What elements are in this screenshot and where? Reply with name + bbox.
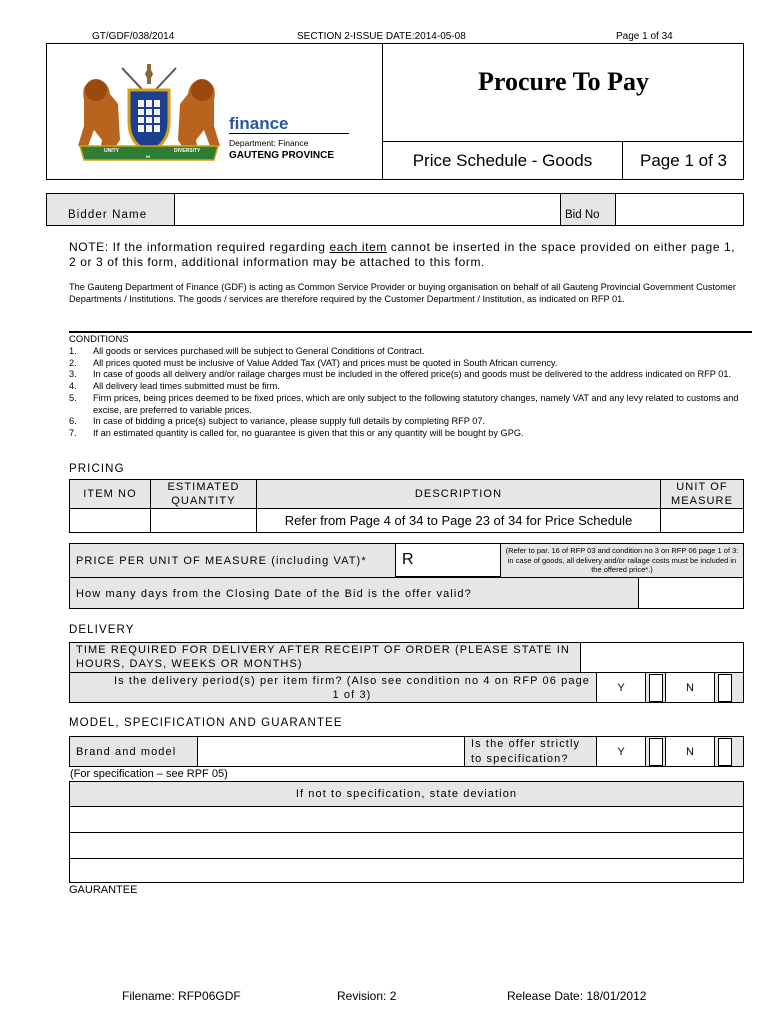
note bbox=[69, 240, 741, 270]
intro-paragraph: The Gauteng Department of Finance (GDF) is acting as Common Service Provider or buying organisation on behalf of all Gauteng Provincial Government Customer Departments / Institutions. The goods / services are therefore required by the Customer Department / Institution, as indicated on RFP 01. bbox=[69, 282, 736, 304]
model-heading: MODEL, SPECIFICATION AND GUARANTEE bbox=[69, 717, 343, 729]
condition-item: 5. Firm prices, being prices deemed to be fixed prices, which are only subject to the following statutory changes, namely VAT and any levy related to customs and excise, are preferred to variable prices. bbox=[69, 392, 739, 415]
pricing-heading: PRICING bbox=[69, 463, 125, 475]
section-issue-date: SECTION 2-ISSUE DATE:2014-05-08 bbox=[297, 31, 466, 42]
delivery-heading: DELIVERY bbox=[69, 624, 135, 636]
spec-no-label: N bbox=[665, 736, 715, 767]
delivery-time-field[interactable] bbox=[580, 642, 744, 673]
condition-item: 3. In case of goods all delivery and/or railage charges must be included in the offered price(s) and goods must be delivered to the address indicated on RFP 01. bbox=[69, 369, 732, 380]
deviation-row[interactable] bbox=[69, 832, 744, 859]
motto-diversity: DIVERSITY bbox=[174, 148, 201, 154]
delivery-no-label: N bbox=[665, 672, 715, 703]
description-cell: Refer from Page 4 of 34 to Page 23 of 34 for Price Schedule bbox=[256, 508, 661, 533]
price-field[interactable]: R bbox=[395, 543, 501, 577]
brand-model-label: Brand and model bbox=[76, 745, 177, 758]
condition-item: 6. In case of bidding a price(s) subject to variance, please supply full details by completing RFP 07. bbox=[69, 416, 486, 427]
delivery-yes-checkbox[interactable] bbox=[649, 674, 663, 702]
gauteng-coat-of-arms bbox=[74, 60, 224, 170]
footer-revision: Revision: 2 bbox=[337, 989, 397, 1003]
logo-department: Department: Finance bbox=[229, 138, 309, 148]
bid-no-label: Bid No bbox=[565, 209, 600, 221]
spec-no-checkbox[interactable] bbox=[718, 738, 732, 766]
deviation-row[interactable] bbox=[69, 806, 744, 833]
section-rule bbox=[69, 331, 752, 333]
conditions-list bbox=[69, 346, 741, 440]
page-number: Page 1 of 34 bbox=[616, 31, 673, 42]
condition-item: 2. All prices quoted must be inclusive of Value Added Tax (VAT) and prices must be quoted in South African currency. bbox=[69, 357, 558, 368]
spec-note: (For specification – see RPF 05) bbox=[70, 768, 228, 780]
condition-item: 1. All goods or services purchased will be subject to General Conditions of Contract. bbox=[69, 346, 425, 356]
item-no-cell[interactable] bbox=[69, 508, 151, 533]
deviation-header: If not to specification, state deviation bbox=[69, 781, 744, 807]
guarantee-heading: GAURANTEE bbox=[69, 884, 138, 896]
bidder-name-label: Bidder Name bbox=[68, 209, 148, 221]
bidder-name-field[interactable] bbox=[174, 193, 561, 226]
delivery-yes-label: Y bbox=[596, 672, 646, 703]
condition-item: 4. All delivery lead times submitted must be firm. bbox=[69, 381, 280, 392]
price-note: (Refer to par. 16 of RFP 03 and condition no 3 on RFP 06 page 1 of 3: in case of goods, all delivery and/or railage costs must be included in the offered price*.) bbox=[505, 546, 739, 575]
logo-rule bbox=[229, 133, 349, 134]
col-description: DESCRIPTION bbox=[256, 479, 661, 509]
form-page: Page 1 of 3 bbox=[640, 151, 727, 170]
bid-no-field[interactable] bbox=[615, 193, 744, 226]
motto-in: IN bbox=[146, 154, 150, 159]
col-estimated-quantity: ESTIMATED QUANTITY bbox=[150, 479, 257, 509]
estimated-quantity-cell[interactable] bbox=[150, 508, 257, 533]
note-prefix: NOTE: If the information required regarding bbox=[69, 240, 330, 254]
document-title: Procure To Pay bbox=[478, 67, 649, 96]
unit-of-measure-cell[interactable] bbox=[660, 508, 744, 533]
delivery-firm-question: Is the delivery period(s) per item firm? (Also see condition no 4 on RFP 06 page 1 of 3) bbox=[113, 675, 591, 701]
spec-yes-checkbox[interactable] bbox=[649, 738, 663, 766]
delivery-time-label: TIME REQUIRED FOR DELIVERY AFTER RECEIPT OF ORDER (PLEASE STATE IN HOURS, DAYS, WEEKS OR MONTHS) bbox=[76, 644, 570, 670]
finance-wordmark: finance bbox=[229, 114, 289, 133]
doc-ref: GT/GDF/038/2014 bbox=[92, 31, 175, 42]
col-item-no: ITEM NO bbox=[69, 479, 151, 509]
note-suffix: cannot be inserted in the space provided on either page 1, 2 or 3 of this form, additional information may be attached to this form. bbox=[69, 240, 736, 269]
footer-filename: Filename: RFP06GDF bbox=[122, 989, 241, 1003]
motto-unity: UNITY bbox=[104, 148, 119, 154]
validity-days-field[interactable] bbox=[638, 577, 744, 609]
delivery-no-checkbox[interactable] bbox=[718, 674, 732, 702]
conditions-heading: CONDITIONS bbox=[69, 334, 129, 345]
form-name: Price Schedule - Goods bbox=[412, 151, 593, 170]
col-unit-of-measure: UNIT OF MEASURE bbox=[660, 479, 744, 509]
condition-item: 7. If an estimated quantity is called for, no guarantee is given that this or any quantity will be bought by GPG. bbox=[69, 427, 524, 438]
note-underlined: each item bbox=[329, 240, 387, 254]
spec-question: Is the offer strictly to specification? bbox=[471, 738, 581, 765]
logo-province: GAUTENG PROVINCE bbox=[229, 150, 335, 161]
price-per-unit-label: PRICE PER UNIT OF MEASURE (including VAT)* bbox=[76, 554, 367, 567]
footer-release-date: Release Date: 18/01/2012 bbox=[507, 989, 647, 1003]
validity-question: How many days from the Closing Date of the Bid is the offer valid? bbox=[76, 587, 472, 600]
brand-model-field[interactable] bbox=[197, 736, 465, 767]
deviation-row[interactable] bbox=[69, 858, 744, 883]
spec-yes-label: Y bbox=[596, 736, 646, 767]
